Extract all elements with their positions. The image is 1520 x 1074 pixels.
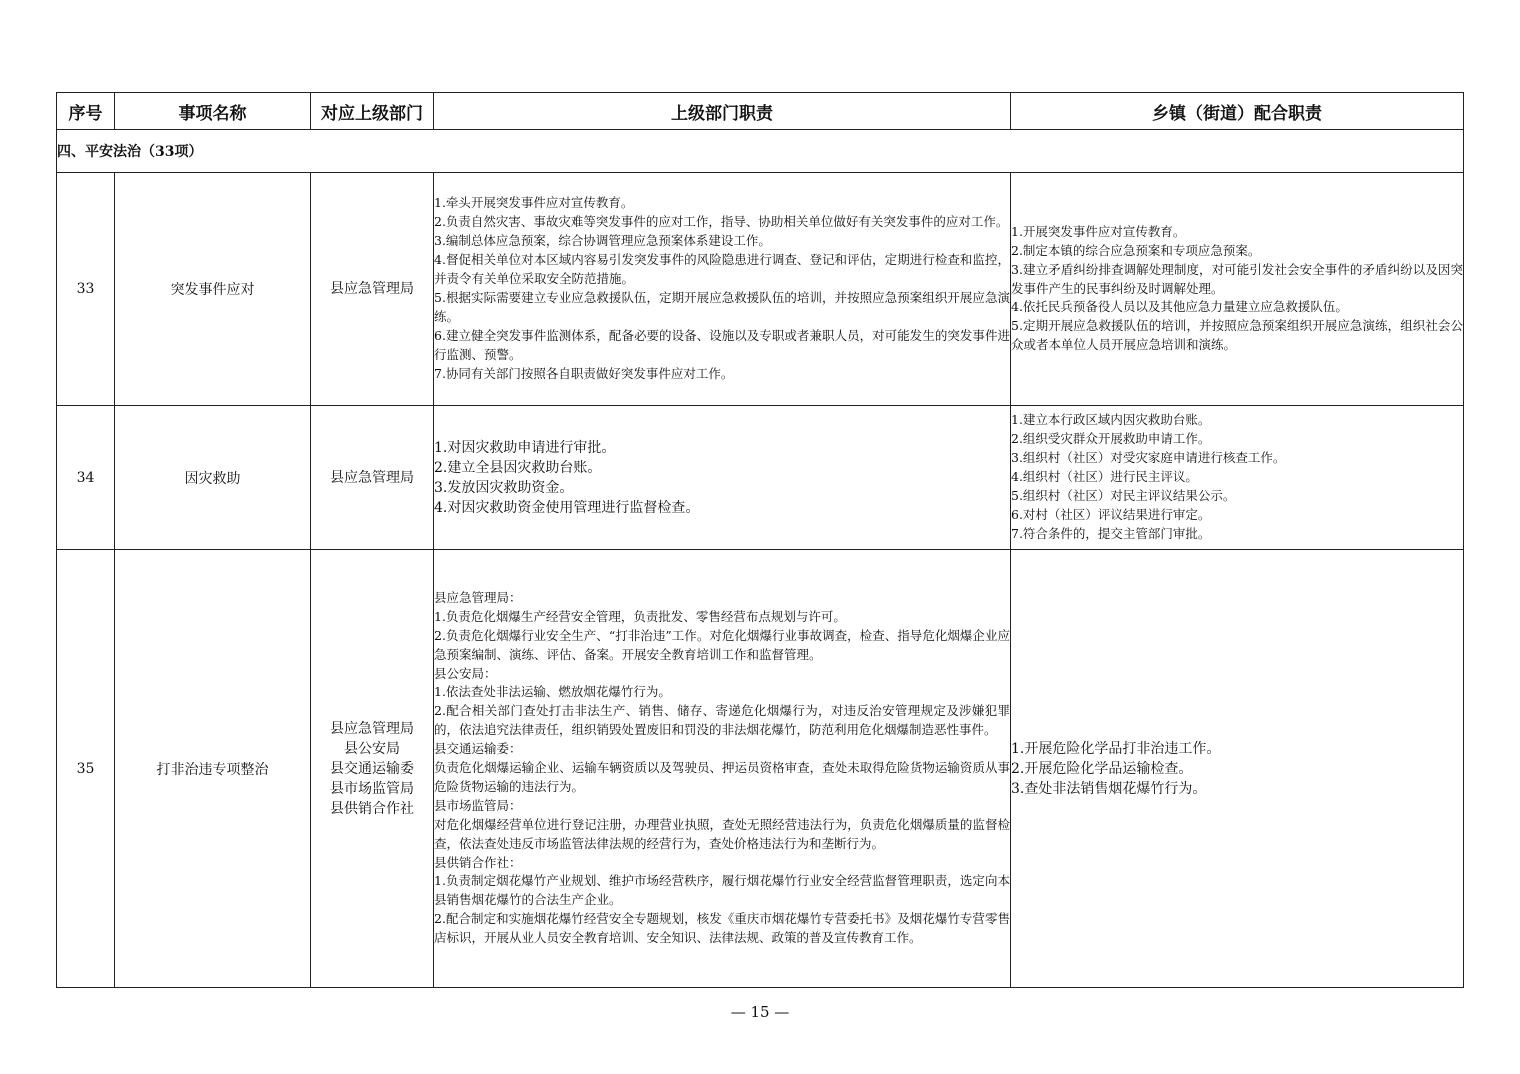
text-line: 1.建立本行政区域内因灾救助台账。 [1011,412,1211,428]
row-item-name: 打非治违专项整治 [115,550,311,988]
text-line: 2.负责自然灾害、事故灾难等突发事件的应对工作，指导、协助相关单位做好有关突发事件的应对工作。 [434,214,1009,230]
text-line: 4.组织村（社区）进行民主评议。 [1011,469,1198,485]
row-number: 33 [57,173,115,406]
text-line: 县应急管理局 [330,720,414,737]
text-line: 3.查处非法销售烟花爆竹行为。 [1011,780,1207,797]
text-line: 2.制定本镇的综合应急预案和专项应急预案。 [1011,242,1261,258]
header-row [57,93,1464,130]
text-line: 县公安局： [434,665,497,681]
text-line: 负责危化烟爆运输企业、运输车辆资质以及驾驶员、押运员资格审查，查处未取得危险货物运输资质从事危险货物运输的违法行为。 [434,760,1010,794]
text-line: 2.配合相关部门查处打击非法生产、销售、储存、寄递危化烟爆行为，对违反治安管理规定及涉嫌犯罪的，依法追究法律责任，组织销毁处置废旧和罚没的非法烟花爆竹，防范利用危化烟爆制造恶性事件。 [434,703,1010,738]
text-line: 县市场监管局 [330,780,414,797]
text-line: 1.开展突发事件应对宣传教育。 [1011,223,1186,239]
text-line: 县应急管理局： [434,589,522,605]
text-line: 2.负责危化烟爆行业安全生产、“打非治违”工作。对危化烟爆行业事故调查，检查、指导危化烟爆企业应急预案编制、演练、评估、备案。开展安全教育培训工作和监督管理。 [434,627,1010,662]
text-line: 县交通运输委： [434,741,522,757]
row-town-duties [1011,173,1464,406]
header-upper-duties: 上级部门职责 [434,93,1011,130]
row-dept [311,406,434,550]
text-line: 4.督促相关单位对本区域内容易引发突发事件的风险隐患进行调查、登记和评估，定期进行检查和监控，并责令有关单位采取安全防范措施。 [434,252,1010,287]
row-number: 35 [57,550,115,988]
table-row [57,550,1464,988]
text-line: 县公安局 [344,740,400,757]
text-line: 2.开展危险化学品运输检查。 [1011,760,1193,777]
row-item-name: 突发事件应对 [115,173,311,406]
text-line: 2.组织受灾群众开展救助申请工作。 [1011,431,1211,447]
text-line: 5.根据实际需要建立专业应急救援队伍，定期开展应急救援队伍的培训，并按照应急预案组织开展应急演练。 [434,290,1010,324]
text-line: 县应急管理局 [330,281,414,297]
row-number: 34 [57,406,115,550]
text-line: 7.协同有关部门按照各自职责做好突发事件应对工作。 [434,365,734,381]
row-town-duties [1011,406,1464,550]
row-dept [311,550,434,988]
text-line: 3.建立矛盾纠纷排查调解处理制度，对可能引发社会安全事件的矛盾纠纷以及因突发事件产生的民事纠纷及时调解处理。 [1011,261,1463,296]
text-line: 县供销合作社 [330,800,414,817]
text-line: 1.负责危化烟爆生产经营安全管理，负责批发、零售经营布点规划与许可。 [434,608,846,624]
header-town-duties: 乡镇（街道）配合职责 [1011,93,1464,130]
text-line: 县应急管理局 [330,469,414,486]
text-line: 县供销合作社： [434,854,522,870]
row-upper-duties [434,173,1011,406]
text-line: 4.对因灾救助资金使用管理进行监督检查。 [434,499,700,516]
text-line: 2.配合制定和实施烟花爆竹经营安全专题规划，核发《重庆市烟花爆竹专营委托书》及烟花爆竹专营零售店标识，开展从业人员安全教育培训、安全知识、法律法规、政策的普及宣传教育工作。 [434,911,1010,946]
text-line: 5.定期开展应急救援队伍的培训，并按照应急预案组织开展应急演练，组织社会公众或者本单位人员开展应急培训和演练。 [1011,318,1463,353]
text-line: 6.对村（社区）评议结果进行审定。 [1011,506,1211,522]
row-upper-duties [434,406,1011,550]
header-seq: 序号 [57,93,115,130]
text-line: 7.符合条件的，提交主管部门审批。 [1011,525,1211,541]
page-number: — 15 — [730,1003,790,1021]
text-line: 2.建立全县因灾救助台账。 [434,459,602,476]
row-upper-duties [434,550,1011,988]
text-line: 1.对因灾救助申请进行审批。 [434,439,616,456]
text-line: 3.组织村（社区）对受灾家庭申请进行核查工作。 [1011,450,1286,466]
responsibility-table [56,92,1464,988]
header-upper-dept: 对应上级部门 [311,93,434,130]
text-line: 县交通运输委 [330,760,414,777]
header-item-name: 事项名称 [115,93,311,130]
text-line: 4.依托民兵预备役人员以及其他应急力量建立应急救援队伍。 [1011,299,1348,315]
text-line: 1.牵头开展突发事件应对宣传教育。 [434,195,634,211]
table-row [57,173,1464,406]
row-town-duties [1011,550,1464,988]
text-line: 3.编制总体应急预案，综合协调管理应急预案体系建设工作。 [434,233,771,249]
text-line: 1.负责制定烟花爆竹产业规划、维护市场经营秩序，履行烟花爆竹行业安全经营监督管理职责，选定向本县销售烟花爆竹的合法生产企业。 [434,873,1010,908]
text-line: 6.建立健全突发事件监测体系，配备必要的设备、设施以及专职或者兼职人员，对可能发生的突发事件进行监测、预警。 [434,327,1010,362]
text-line: 3.发放因灾救助资金。 [434,479,574,496]
text-line: 县市场监管局： [434,797,522,813]
section-row [57,130,1464,173]
row-item-name: 因灾救助 [115,406,311,550]
table-row [57,406,1464,550]
section-title: 四、平安法治（33项） [57,130,1464,173]
text-line: 1.依法查处非法运输、燃放烟花爆竹行为。 [434,684,671,700]
text-line: 1.开展危险化学品打非治违工作。 [1011,740,1221,757]
text-line: 5.组织村（社区）对民主评议结果公示。 [1011,487,1236,503]
row-dept [311,173,434,406]
text-line: 对危化烟爆经营单位进行登记注册，办理营业执照，查处无照经营违法行为，负责危化烟爆质量的监督检查，依法查处违反市场监管法律法规的经营行为，查处价格违法行为和垄断行为。 [434,816,1010,851]
